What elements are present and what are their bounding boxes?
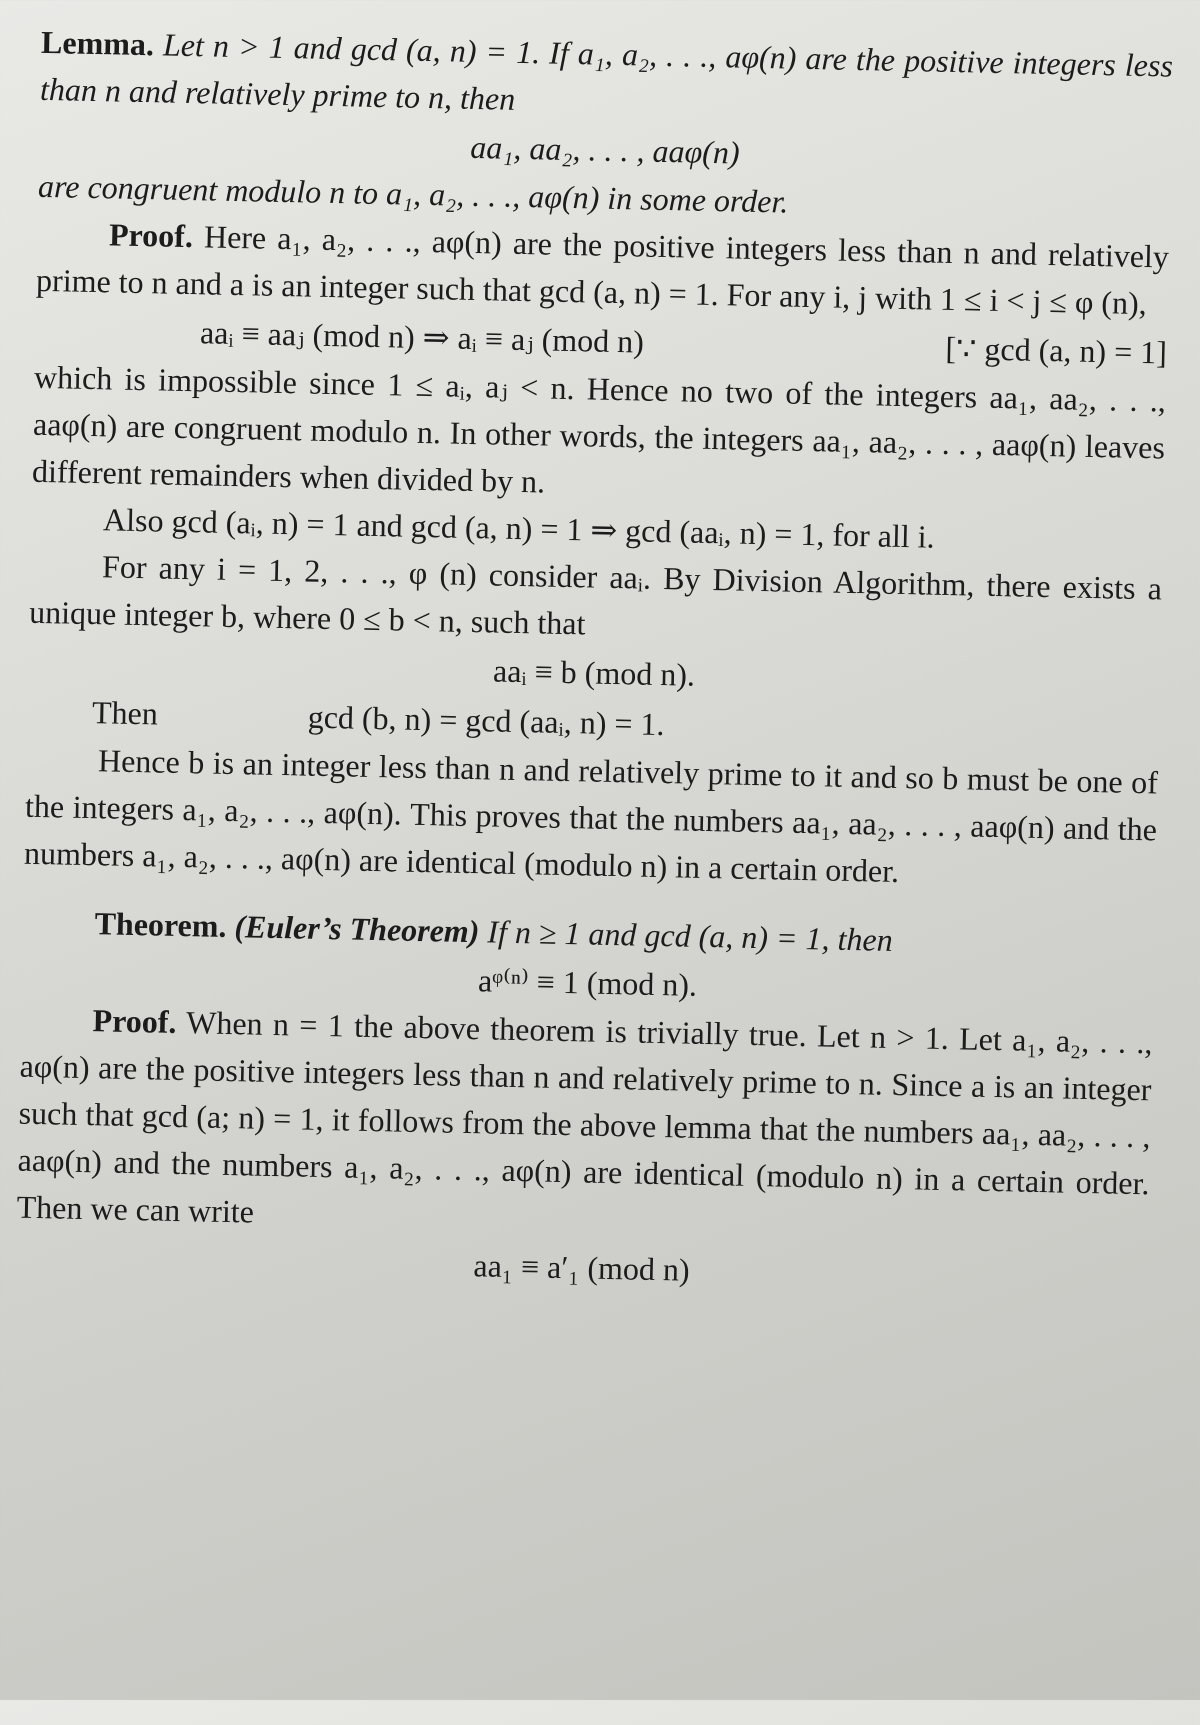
lemma-proof-p5: Hence b is an integer less than n and relatively prime to it and so b must be one of the integers a₁, a₂, . . ., aφ(n). This proves that the numbers aa₁, aa₂, . . . , aaφ(n) and the numbers a₁, a₂, . . ., aφ(n) are identical (modulo n) in a certain order. — [23, 742, 1159, 890]
lemma-proof-p1-text: Here a₁, a₂, . . ., aφ(n) are the positive integers less than n and relatively prime to n and a is an integer such that gcd (a, n) = 1. For any i, j with 1 ≤ i < j ≤ φ (n), — [35, 218, 1170, 322]
theorem-display-eq: aᵠ⁽ⁿ⁾ ≡ 1 (mod n). — [477, 962, 698, 1003]
lemma-proof-p3: Also gcd (aᵢ, n) = 1 and gcd (a, n) = 1 ⇒ gcd (aaᵢ, n) = 1, for all i. — [102, 501, 935, 555]
theorem-proof-p1-text: When n = 1 the above theorem is trivially true. Let n > 1. Let a₁, a₂, . . ., aφ(n) are the positive integers less than n and relatively prime to n. Since a is an integer such that gcd (a; n) = 1, it follows from the above lemma that the numbers aa₁, aa₂, . . . , aaφ(n) and the numbers a₁, a₂, . . ., aφ(n) are identical (modulo n) in a certain order. Then we can write — [16, 1004, 1153, 1230]
theorem-heading: Theorem. — [94, 905, 227, 944]
theorem-proof-heading: Proof. — [92, 1002, 177, 1040]
lemma-conclusion: are congruent modulo n to a₁, a₂, . . ., aφ(n) in some order. — [37, 167, 789, 220]
theorem-proof-eq1: aa₁ ≡ a′₁ (mod n) — [473, 1247, 691, 1288]
lemma-statement-text: Let n > 1 and gcd (a, n) = 1. If a₁, a₂, . . ., aφ(n) are the positive integers less than n and relatively prime to n, then — [39, 26, 1174, 117]
lemma-proof-eq2: aaᵢ ≡ b (mod n). — [492, 652, 696, 693]
lemma-proof-p2: which is impossible since 1 ≤ aᵢ, aⱼ < n. Hence no two of the integers aa₁, aa₂, . . ., aaφ(n) are congruent modulo n. In other words, the integers aa₁, aa₂, . . . , aaφ(n) leaves different remainders when divided by n. — [31, 358, 1167, 500]
lemma-proof-eq1-reason: [∵ gcd (a, n) = 1] — [945, 329, 1168, 371]
lemma-proof-eq3-expr: gcd (b, n) = gcd (aaᵢ, n) = 1. — [307, 698, 665, 743]
lemma-proof-heading: Proof. — [108, 216, 194, 255]
theorem-proof-p1 — [16, 996, 1153, 1255]
then-word: Then — [91, 694, 159, 732]
lemma-proof-p4: For any i = 1, 2, . . ., φ (n) consider aaᵢ. By Division Algorithm, there exists a unique integer b, where 0 ≤ b < n, such that — [28, 548, 1163, 642]
theorem-statement-text: If n ≥ 1 and gcd (a, n) = 1, then — [487, 913, 894, 958]
lemma-proof-eq1-expr: aaᵢ ≡ aaⱼ (mod n) ⇒ aᵢ ≡ aⱼ (mod n) — [199, 314, 645, 360]
theorem-name: (Euler’s Theorem) — [234, 908, 480, 950]
lemma-display-eq: aa₁, aa₂, . . . , aaφ(n) — [470, 128, 740, 171]
lemma-heading: Lemma. — [40, 23, 155, 63]
